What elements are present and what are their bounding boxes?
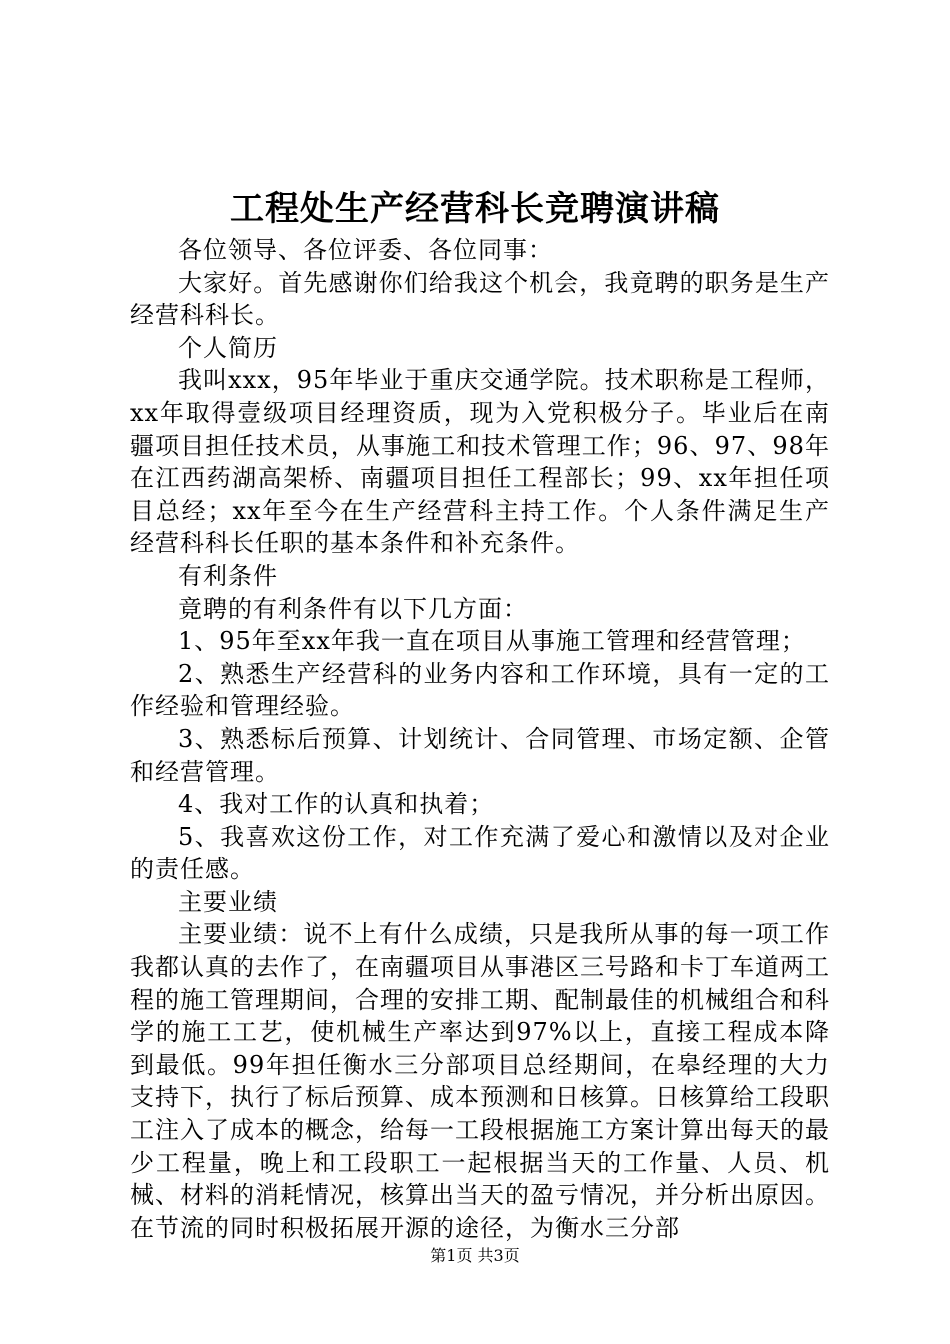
paragraph-advantages-intro: 竟聘的有利条件有以下几方面： — [178, 594, 528, 623]
heading-achievements: 主要业绩 — [178, 887, 278, 916]
paragraph-salutation: 各位领导、各位评委、各位同事： — [178, 236, 553, 264]
heading-resume: 个人简历 — [178, 333, 278, 362]
list-item-advantage-2: 2、熟悉生产经营科的业务内容和工作环境，具有一定的工作经验和管理经验。 — [130, 659, 830, 721]
page-number: 第1页 共3页 — [430, 1246, 520, 1265]
list-item-advantage-3: 3、熟悉标后预算、计划统计、合同管理、市场定额、企管和经营管理。 — [130, 724, 830, 786]
paragraph-greeting: 大家好。首先感谢你们给我这个机会，我竟聘的职务是生产经营科科长。 — [130, 268, 830, 330]
list-item-advantage-4: 4、我对工作的认真和执着； — [178, 790, 495, 819]
document-body — [130, 234, 830, 1244]
paragraph-achievements: 主要业绩：说不上有什么成绩，只是我所从事的每一项工作我都认真的去作了，在南疆项目从事港区三号路和卡丁车道两工程的施工管理期间，合理的安排工期、配制最佳的机械组合和科学的施工工艺，使机械生产率达到97%以上，直接工程成本降到最低。99年担任衡水三分部项目总经期间，在皋经理的大力支持下，执行了标后预算、成本预测和日核算。日核算给工段职工注入了成本的概念，给每一工段根据施工方案计算出每天的最少工程量，晚上和工段职工一起根据当天的工作量、人员、机械、材料的消耗情况，核算出当天的盈亏情况，并分析出原因。在节流的同时积极拓展开源的途径，为衡水三分部 — [130, 920, 830, 1242]
list-item-advantage-1: 1、95年至xx年我一直在项目从事施工管理和经营管理； — [178, 627, 806, 656]
list-item-advantage-5: 5、我喜欢这份工作，对工作充满了爱心和激情以及对企业的责任感。 — [130, 822, 830, 884]
paragraph-resume: 我叫xxx，95年毕业于重庆交通学院。技术职称是工程师，xx年取得壹级项目经理资质，现为入党积极分子。毕业后在南疆项目担任技术员，从事施工和技术管理工作；96、97、98年在江西药湖高架桥、南疆项目担任工程部长；99、xx年担任项目总经；xx年至今在生产经营科主持工作。个人条件满足生产经营科科长任职的基本条件和补充条件。 — [130, 366, 830, 558]
heading-advantages: 有利条件 — [178, 561, 278, 590]
document-title: 工程处生产经营科长竞聘演讲稿 — [230, 189, 720, 229]
